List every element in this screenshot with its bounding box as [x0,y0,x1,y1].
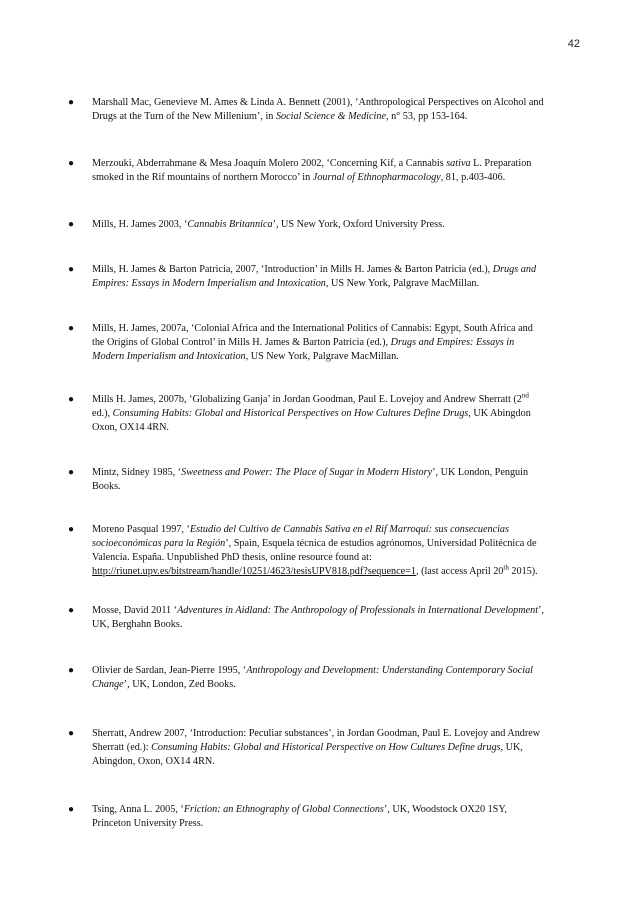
bullet-icon: ● [68,158,75,169]
reference-line [92,618,578,632]
bullet-icon: ● [68,605,75,616]
reference-line [92,336,578,350]
reference-text [92,803,578,831]
reference-segment: ’, Spain, Esquela técnica de estudios agrónomos, Universidad Politécnica de [225,538,537,549]
reference-line [92,407,578,421]
reference-segment: , (last access April 20 [415,566,504,577]
reference-line [92,171,578,185]
reference-text [92,322,578,364]
reference-text [92,96,578,124]
reference-line [92,421,578,435]
reference-segment: , n° 53, pp 153-164. [385,111,468,122]
reference-text [92,727,578,769]
bullet-icon: ● [68,467,75,478]
reference-text [92,263,578,291]
italic-title: Drugs and [492,264,537,275]
reference-line [92,803,578,817]
italic-title: Change [92,679,124,690]
reference-segment: Sherratt, Andrew 2007, ‘Introduction: Peculiar substances’, in Jordan Goodman, Paul E. Lovejoy and Andrew [92,728,541,739]
italic-title: Consuming Habits: Global and Historical Perspectives on How Cultures Define Drugs [112,408,469,419]
reference-text [92,664,578,692]
reference-segment: ’, UK London, Penguin [432,467,529,478]
reference-segment: Olivier de Sardan, Jean-Pierre 1995, ‘ [92,665,247,676]
italic-title: Estudio del Cultivo de Cannabis Sativa en el Rif Marroquí: sus consecuencias [189,524,509,535]
reference-line [92,664,578,678]
reference-item [68,604,578,632]
reference-item [68,96,578,124]
italic-title: Cannabis Britannica [187,219,273,230]
reference-text [92,466,578,494]
italic-title: socioeconómicas para la Región [92,538,226,549]
italic-title: Journal of Ethnopharmacology [312,172,441,183]
italic-title: Friction: an Ethnography of Global Connections [183,804,384,815]
reference-line [92,480,578,494]
reference-text [92,523,578,579]
reference-line [92,727,578,741]
reference-segment: Merzouki, Abderrahmane & Mesa Joaquín Molero 2002, ‘Concerning Kif, a Cannabis [92,158,447,169]
reference-segment: Sherratt (ed.): [92,742,152,753]
reference-line [92,604,578,618]
reference-segment: ’, [538,605,544,616]
reference-line [92,523,578,537]
reference-segment: Abingdon, Oxon, OX14 4RN. [92,756,215,767]
reference-segment: ’, UK, London, Zed Books. [123,679,236,690]
reference-segment: Princeton University Press. [92,818,204,829]
reference-segment: , US New York, Palgrave MacMillan. [325,278,479,289]
reference-segment: L. Preparation [470,158,532,169]
reference-segment: Mosse, David 2011 ‘ [92,605,178,616]
bullet-icon: ● [68,97,75,108]
reference-segment: , UK Abingdon [468,408,531,419]
reference-segment: ’, UK, Woodstock OX20 1SY, [383,804,507,815]
italic-title: Modern Imperialism and Intoxication [92,351,246,362]
reference-segment: smoked in the Rif mountains of northern Morocco’ in [92,172,313,183]
reference-line [92,157,578,171]
italic-title: Anthropology and Development: Understanding Contemporary Social [246,665,533,676]
reference-text [92,218,578,232]
bullet-icon: ● [68,728,75,739]
reference-segment: Valencia. España. Unpublished PhD thesis, online resource found at: [92,552,372,563]
reference-segment: Oxon, OX14 4RN. [92,422,169,433]
reference-segment: Marshall Mac, Genevieve M. Ames & Linda A. Bennett (2001), ‘Anthropological Perspectives on Alcohol and [92,97,544,108]
reference-segment: ed.), [92,408,113,419]
reference-segment: , UK, [500,742,523,753]
superscript-text: th [503,563,509,572]
reference-item [68,523,578,579]
reference-item [68,218,578,232]
reference-line [92,755,578,769]
reference-segment: Mills, H. James, 2007a, ‘Colonial Africa and the International Politics of Cannabis: Egypt, South Africa and [92,323,533,334]
reference-item [68,157,578,185]
reference-line [92,263,578,277]
italic-title: Empires: Essays in Modern Imperialism and Intoxication [92,278,326,289]
reference-segment: Books. [92,481,121,492]
italic-title: Drugs and Empires: Essays in [390,337,515,348]
resource-link[interactable]: http://riunet.upv.es/bitstream/handle/10251/4623/tesisUPV818.pdf?sequence=1 [92,566,416,577]
reference-segment: Tsing, Anna L. 2005, ‘ [92,804,184,815]
reference-segment: Mills, H. James & Barton Patricia, 2007, ‘Introduction’ in Mills H. James & Barton Patricia (ed.), [92,264,493,275]
italic-title: Consuming Habits: Global and Historical Perspective on How Cultures Define drugs [151,742,501,753]
reference-item [68,727,578,769]
italic-title: Sweetness and Power: The Place of Sugar in Modern History [181,467,433,478]
reference-line [92,741,578,755]
bullet-icon: ● [68,524,75,535]
bullet-icon: ● [68,323,75,334]
reference-segment: Mills H. James, 2007b, ‘Globalizing Ganja’ in Jordan Goodman, Paul E. Lovejoy and Andrew Sherratt (2 [92,394,522,405]
reference-item [68,664,578,692]
reference-segment: Moreno Pasqual 1997, ‘ [92,524,190,535]
italic-title: Adventures in Aidland: The Anthropology of Professionals in International Development [177,605,539,616]
reference-text [92,157,578,185]
bullet-icon: ● [68,264,75,275]
reference-line [92,565,578,579]
reference-segment: the Origins of Global Control’ in Mills H. James & Barton Patricia (ed.), [92,337,391,348]
reference-item [68,803,578,831]
bullet-icon: ● [68,804,75,815]
superscript-text: nd [521,391,529,400]
reference-segment: , US New York, Palgrave MacMillan. [245,351,399,362]
bullet-icon: ● [68,665,75,676]
reference-segment: ’, US New York, Oxford University Press. [272,219,445,230]
reference-item [68,393,578,435]
reference-line [92,537,578,551]
reference-line [92,218,578,232]
reference-line [92,393,578,407]
reference-line [92,817,578,831]
reference-text [92,604,578,632]
reference-segment: Mintz, Sidney 1985, ‘ [92,467,182,478]
bullet-icon: ● [68,394,75,405]
reference-segment: Mills, H. James 2003, ‘ [92,219,188,230]
reference-segment: , 81, p.403-406. [440,172,506,183]
reference-segment: Drugs at the Turn of the New Millenium’, in [92,111,276,122]
reference-line [92,466,578,480]
reference-segment: 2015). [508,566,538,577]
bullet-icon: ● [68,219,75,230]
italic-title: sativa [446,158,471,169]
reference-line [92,350,578,364]
reference-item [68,466,578,494]
reference-item [68,263,578,291]
page-number: 42 [567,38,580,50]
italic-title: Social Science & Medicine [275,111,386,122]
reference-line [92,96,578,110]
reference-segment: UK, Berghahn Books. [92,619,183,630]
reference-line [92,277,578,291]
reference-text [92,393,578,435]
reference-line [92,322,578,336]
reference-item [68,322,578,364]
reference-line [92,110,578,124]
reference-line [92,678,578,692]
